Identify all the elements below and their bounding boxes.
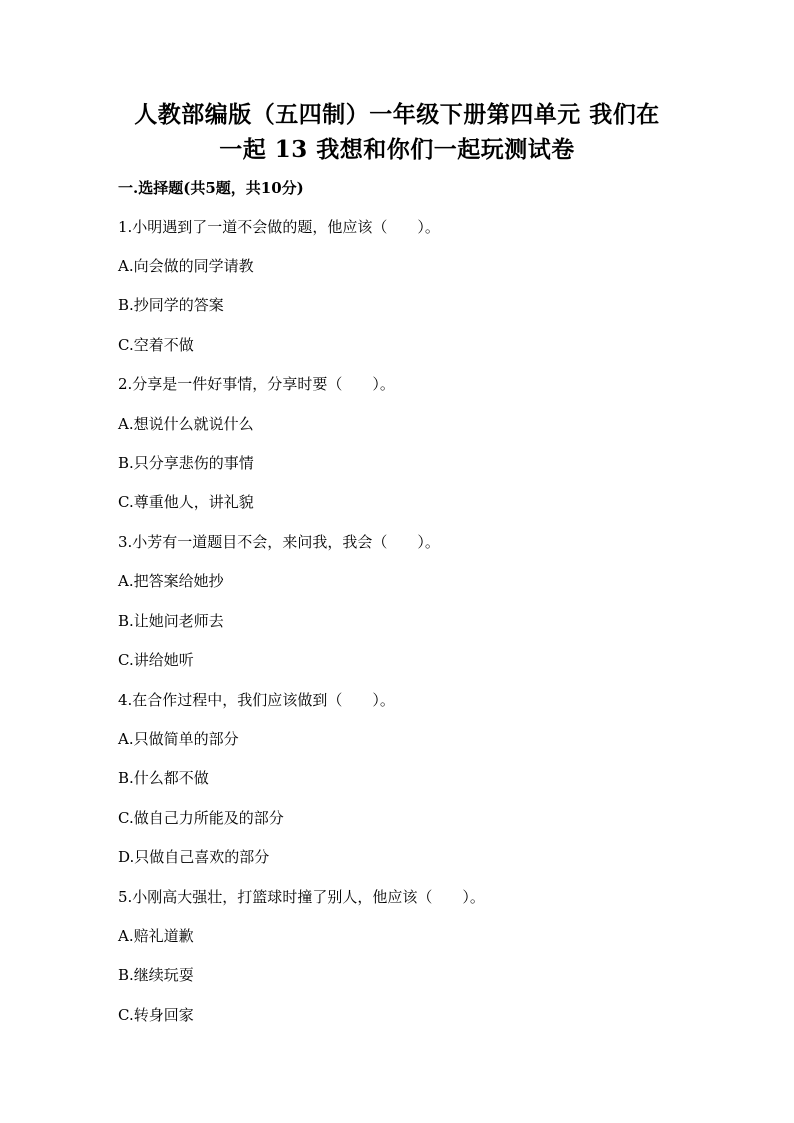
question-1-option-a: A.向会做的同学请教: [118, 257, 254, 275]
question-3-stem: 3.小芳有一道题目不会，来问我，我会（ ）。: [118, 533, 440, 551]
document-title-line-1: 人教部编版（五四制）一年级下册第四单元 我们在: [134, 101, 660, 128]
question-4-stem: 4.在合作过程中，我们应该做到（ ）。: [118, 691, 395, 709]
section-heading: 一.选择题(共5题，共10分): [118, 179, 304, 197]
question-2-option-b: B.只分享悲伤的事情: [118, 454, 254, 472]
document-title-line-2: 一起 13 我想和你们一起玩测试卷: [219, 136, 575, 163]
question-2-option-c: C.尊重他人，讲礼貌: [118, 493, 254, 511]
question-3-option-a: A.把答案给她抄: [118, 572, 224, 590]
question-4-option-a: A.只做简单的部分: [118, 730, 239, 748]
question-3-option-c: C.讲给她听: [118, 651, 194, 669]
question-5-option-b: B.继续玩耍: [118, 966, 194, 984]
question-5-stem: 5.小刚高大强壮，打篮球时撞了别人，他应该（ ）。: [118, 888, 485, 906]
question-3-option-b: B.让她问老师去: [118, 612, 224, 630]
question-4-option-d: D.只做自己喜欢的部分: [118, 848, 270, 866]
question-5-option-a: A.赔礼道歉: [118, 927, 194, 945]
question-2-stem: 2.分享是一件好事情，分享时要（ ）。: [118, 375, 395, 393]
question-4-option-b: B.什么都不做: [118, 769, 209, 787]
question-5-option-c: C.转身回家: [118, 1006, 194, 1024]
question-4-option-c: C.做自己力所能及的部分: [118, 809, 284, 827]
question-1-option-c: C.空着不做: [118, 336, 194, 354]
question-1-stem: 1.小明遇到了一道不会做的题，他应该（ ）。: [118, 218, 440, 236]
question-2-option-a: A.想说什么就说什么: [118, 415, 254, 433]
question-1-option-b: B.抄同学的答案: [118, 296, 224, 314]
